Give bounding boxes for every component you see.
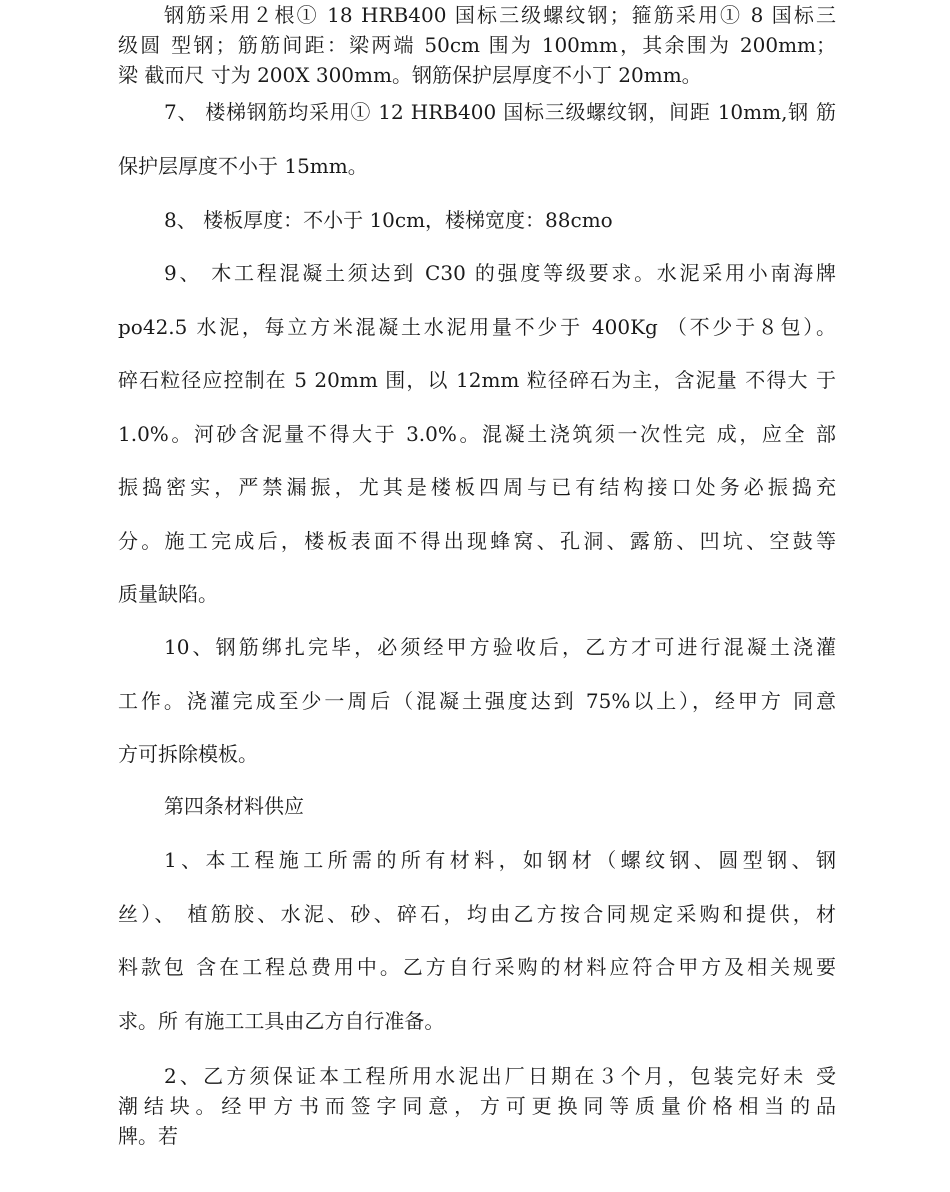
paragraph-rebar-spec (118, 0, 836, 90)
text-line: 工作。浇灌完成至少一周后（混凝土强度达到 75%以上），经甲方 同意 (118, 688, 836, 713)
section-title: 第四条材料供应 (164, 794, 304, 818)
text-line: 7、 楼梯钢筋均采用① 12 HRB400 国标三级螺纹钢，间距 10mm,钢 筋 (164, 100, 836, 124)
text-line: 梁 截而尺 寸为 200X 300mm。钢筋保护层厚度不小丁 20mm。 (118, 63, 702, 87)
text-line: 丝）、 植筋胶、水泥、砂、碎石，均由乙方按合同规定采购和提供，材 (118, 901, 836, 926)
paragraph-item-7 (118, 86, 836, 193)
paragraph-materials-2 (118, 1061, 836, 1151)
paragraph-item-8 (118, 194, 836, 248)
text-line: 潮结块。经甲方书而签字同意，方可更换同等质量价格相当的品 (118, 1094, 836, 1118)
text-line: 振捣密实，严禁漏振，尤其是楼板四周与已有结构接口处务必振捣充 (118, 475, 836, 499)
paragraph-item-10 (118, 621, 836, 782)
text-line: 牌。若 (118, 1124, 178, 1148)
text-line: 求。所 有施工工具由乙方自行准备。 (118, 1008, 445, 1033)
text-line: 保护层厚度不小于 15mm。 (118, 153, 368, 178)
text-line: 分。施工完成后，楼板表面不得出现蜂窝、孔洞、露筋、凹坑、空鼓等 (118, 528, 836, 553)
text-line: 钢筋采用２根① 18 HRB400 国标三级螺纹钢；箍筋采用① 8 国标三 (164, 3, 836, 27)
text-line: 1、本工程施工所需的所有材料，如钢材（螺纹钢、圆型钢、钢 (164, 848, 836, 872)
section-heading (118, 780, 836, 834)
text-line: 8、 楼板厚度：不小于 10cm，楼梯宽度：88cmo (164, 208, 613, 232)
text-line: 料款包 含在工程总费用中。乙方自行采购的材料应符合甲方及相关规要 (118, 955, 836, 979)
paragraph-materials-1 (118, 834, 836, 1048)
paragraph-item-9 (118, 247, 836, 622)
text-line: 2、乙方须保证本工程所用水泥出厂日期在３个月，包装完好未 受 (164, 1064, 836, 1088)
text-line: 质量缺陷。 (118, 582, 218, 606)
text-line: 级圆 型钢；筋筋间距：梁两端 50cm 围为 100mm，其余围为 200mm； (118, 33, 836, 57)
text-line: 方可拆除模板。 (118, 742, 258, 766)
text-line: 9、 木工程混凝土须达到 C30 的强度等级要求。水泥采用小南海牌 (164, 261, 836, 285)
text-line: 1.0%。河砂含泥量不得大于 3.0%。混凝土浇筑须一次性完 成，应全 部 (118, 421, 836, 446)
text-line: po42.5 水泥，每立方米混凝土水泥用量不少于 400Kg （不少于８包）。 (118, 314, 836, 339)
text-line: 碎石粒径应控制在 5 20mm 围，以 12mm 粒径碎石为主，含泥量 不得大 于 (118, 368, 836, 392)
text-line: 10、钢筋绑扎完毕，必须经甲方验收后，乙方才可进行混凝土浇灌 (164, 635, 836, 659)
